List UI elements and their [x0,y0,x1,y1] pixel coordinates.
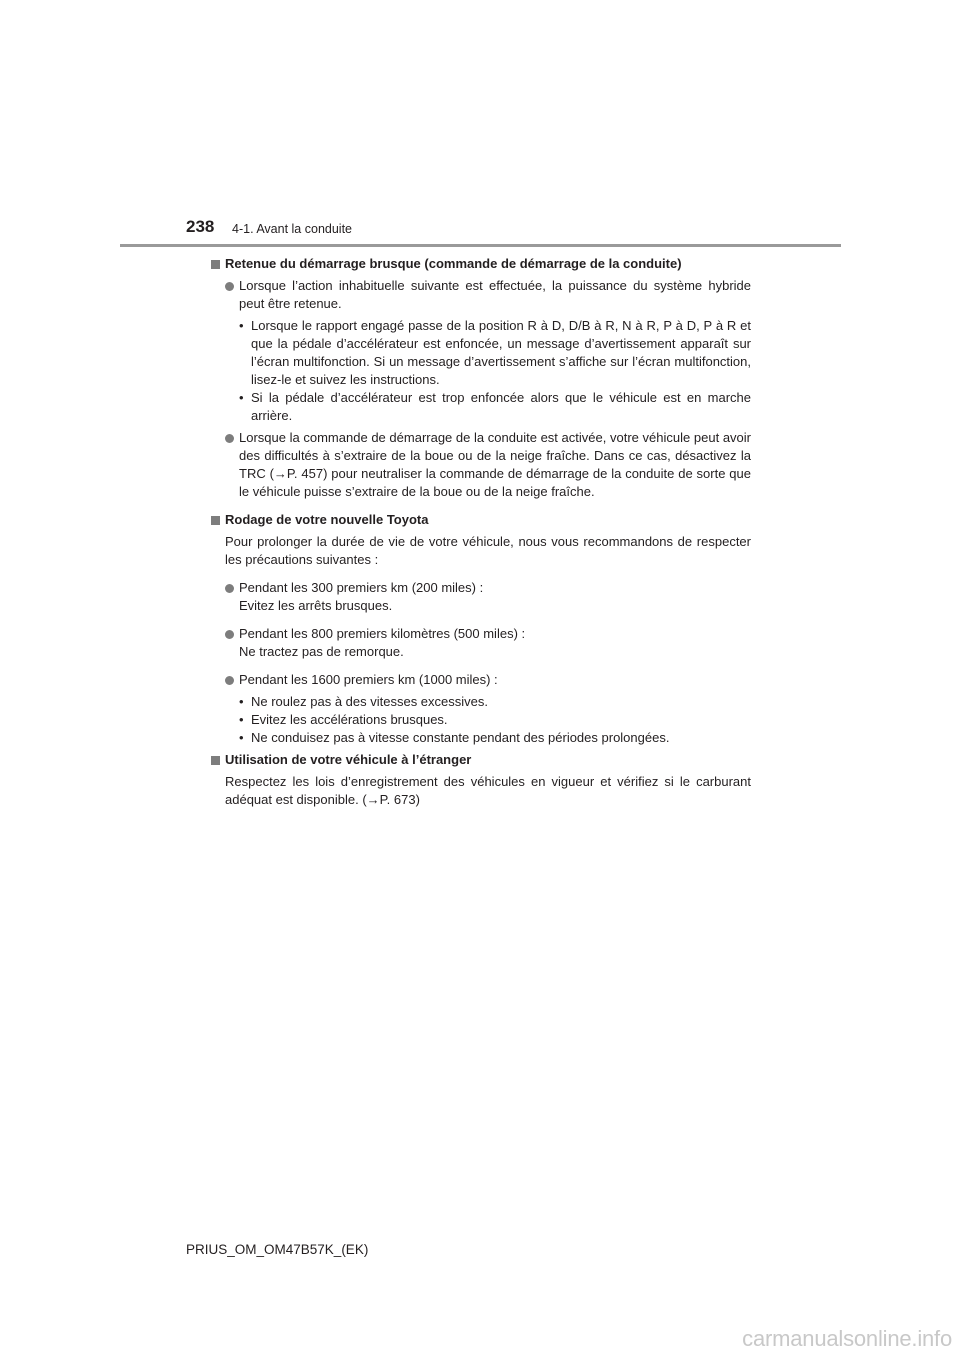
circle-bullet-icon [225,584,234,593]
circle-bullet-icon [225,630,234,639]
list-item [211,277,751,313]
sub-item [211,693,751,711]
list-item [211,579,751,615]
sub-item [211,711,751,729]
circle-bullet-icon [225,676,234,685]
item-text: Lorsque la commande de démarrage de la conduite est activée, votre véhicule peut avoir des difficultés à s’extraire de la boue ou de la neige fraîche. Dans ce cas, désactivez la TRC (→P. 457) pour neutraliser la commande de démarrage de la conduite de sorte que le véhicule puisse s’extraire de la boue ou de la neige fraîche. [239,430,751,499]
page-number: 238 [186,217,215,236]
circle-bullet-icon [225,434,234,443]
section-heading [211,255,751,273]
list-item [211,429,751,501]
item-text: Evitez les arrêts brusques. [239,598,393,613]
watermark: carmanualsonline.info [742,1326,952,1351]
item-text: Ne tractez pas de remorque. [239,644,404,659]
section-title: 4-1. Avant la conduite [232,222,352,236]
section-heading [211,751,751,769]
circle-bullet-icon [225,282,234,291]
item-text: Lorsque l’action inhabituelle suivante est effectuée, la puissance du système hybride peut être retenue. [239,278,751,311]
sub-list [211,693,751,747]
dot-bullet-icon: • [239,318,244,333]
dot-bullet-icon: • [239,694,244,709]
sub-item-text: Si la pédale d’accélérateur est trop enfoncée alors que le véhicule est en marche arrière. [251,390,751,423]
item-text: Pendant les 1600 premiers km (1000 miles) : [239,672,498,687]
heading-text: Rodage de votre nouvelle Toyota [225,512,429,527]
dot-bullet-icon: • [239,390,244,405]
section-heading [211,511,751,529]
paragraph: Pour prolonger la durée de vie de votre véhicule, nous vous recommandons de respecter les précautions suivantes : [225,534,751,567]
sub-item-text: Ne conduisez pas à vitesse constante pendant des périodes prolongées. [251,730,670,745]
square-bullet-icon [211,260,220,269]
sub-item-text: Ne roulez pas à des vitesses excessives. [251,694,488,709]
square-bullet-icon [211,516,220,525]
sub-item-text: Lorsque le rapport engagé passe de la position R à D, D/B à R, N à R, P à D, P à R et que la pédale d’accélérateur est enfoncée, un message d’avertissement apparaît sur l’écran multifonction. Si un message d’avertissement s’affiche sur l’écran multifonction, lisez-le et suivez les instructions. [251,318,751,387]
dot-bullet-icon: • [239,712,244,727]
sub-item [211,317,751,389]
dot-bullet-icon: • [239,730,244,745]
sub-item [211,729,751,747]
sub-item-text: Evitez les accélérations brusques. [251,712,448,727]
document-code: PRIUS_OM_OM47B57K_(EK) [186,1242,369,1257]
heading-text: Utilisation de votre véhicule à l’étranger [225,752,472,767]
paragraph: Respectez les lois d’enregistrement des véhicules en vigueur et vérifiez si le carburant adéquat est disponible. (→P. 673) [225,774,751,807]
heading-text: Retenue du démarrage brusque (commande de démarrage de la conduite) [225,256,682,271]
sub-item [211,389,751,425]
header-rule [120,244,841,247]
sub-list [211,317,751,425]
page-content [211,255,751,813]
list-item [211,671,751,689]
item-text: Pendant les 300 premiers km (200 miles) : [239,580,484,595]
square-bullet-icon [211,756,220,765]
list-item [211,625,751,661]
item-text: Pendant les 800 premiers kilomètres (500 miles) : [239,626,526,641]
